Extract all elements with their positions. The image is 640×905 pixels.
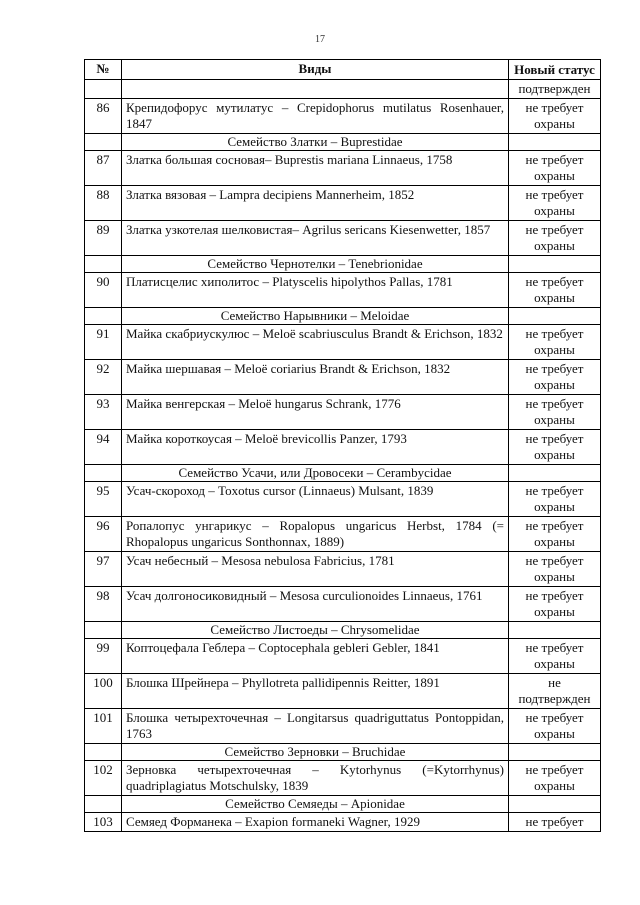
species-name: Усач долгоносиковидный – Mesosa curculionoides Linnaeus, 1761 — [122, 587, 509, 622]
table-row — [85, 517, 601, 552]
family-status-cell — [509, 622, 601, 639]
species-name: Зерновка четырехточечная – Kytorhynus (=Kytorrhynus) quadriplagiatus Motschulsky, 1839 — [122, 761, 509, 796]
row-number: 94 — [85, 430, 122, 465]
continuation-row — [85, 80, 601, 99]
family-name: Семейство Чернотелки – Tenebrionidae — [122, 256, 509, 273]
table-row — [85, 482, 601, 517]
row-number: 100 — [85, 674, 122, 709]
table-row — [85, 273, 601, 308]
species-name: Майка короткоусая – Meloë brevicollis Panzer, 1793 — [122, 430, 509, 465]
family-number-cell — [85, 134, 122, 151]
row-number: 101 — [85, 709, 122, 744]
table-body — [85, 99, 601, 832]
page-number: 17 — [315, 34, 325, 45]
status-cell: не требует охраны — [509, 639, 601, 674]
species-name: Семяед Форманека – Exapion formaneki Wagner, 1929 — [122, 813, 509, 832]
row-number: 98 — [85, 587, 122, 622]
header-status: Новый статус — [509, 60, 601, 80]
family-row — [85, 796, 601, 813]
table-row — [85, 360, 601, 395]
header-number: № — [85, 60, 122, 80]
species-status-table — [84, 59, 601, 832]
species-name: Златка вязовая – Lampra decipiens Mannerheim, 1852 — [122, 186, 509, 221]
table-row — [85, 552, 601, 587]
species-name: Платисцелис хиполитос – Platyscelis hipolythos Pallas, 1781 — [122, 273, 509, 308]
species-name: Блошка Шрейнера – Phyllotreta pallidipennis Reitter, 1891 — [122, 674, 509, 709]
status-cell: не требует охраны — [509, 325, 601, 360]
status-cell: не требует охраны — [509, 151, 601, 186]
row-number: 89 — [85, 221, 122, 256]
status-cell: не требует охраны — [509, 430, 601, 465]
status-cell: не требует охраны — [509, 587, 601, 622]
family-name: Семейство Зерновки – Bruchidae — [122, 744, 509, 761]
family-row — [85, 622, 601, 639]
table-row — [85, 221, 601, 256]
family-name: Семейство Семяеды – Apionidae — [122, 796, 509, 813]
table-row — [85, 813, 601, 832]
status-cell: не требует охраны — [509, 517, 601, 552]
species-name: Ропалопус унгарикус – Ropalopus ungaricus Herbst, 1784 (= Rhopalopus ungaricus Sonthonnax, 1889) — [122, 517, 509, 552]
family-status-cell — [509, 796, 601, 813]
status-cell: не требует охраны — [509, 186, 601, 221]
family-status-cell — [509, 256, 601, 273]
continuation-status: подтвержден — [509, 80, 601, 99]
continuation-number-cell — [85, 80, 122, 99]
species-name: Коптоцефала Геблера – Coptocephala gebleri Gebler, 1841 — [122, 639, 509, 674]
row-number: 86 — [85, 99, 122, 134]
family-number-cell — [85, 744, 122, 761]
family-status-cell — [509, 134, 601, 151]
row-number: 90 — [85, 273, 122, 308]
family-status-cell — [509, 744, 601, 761]
header-species: Виды — [122, 60, 509, 80]
row-number: 99 — [85, 639, 122, 674]
status-cell: не требует охраны — [509, 395, 601, 430]
row-number: 91 — [85, 325, 122, 360]
row-number: 97 — [85, 552, 122, 587]
family-row — [85, 465, 601, 482]
table-row — [85, 99, 601, 134]
species-name: Крепидофорус мутилатус – Crepidophorus mutilatus Rosenhauer, 1847 — [122, 99, 509, 134]
status-cell: не требует охраны — [509, 709, 601, 744]
species-name: Усач небесный – Mesosa nebulosa Fabricius, 1781 — [122, 552, 509, 587]
continuation-species-cell — [122, 80, 509, 99]
table-row — [85, 395, 601, 430]
table-row — [85, 639, 601, 674]
status-cell: не требует охраны — [509, 99, 601, 134]
table-row — [85, 674, 601, 709]
status-cell: не требует охраны — [509, 273, 601, 308]
species-name: Златка узкотелая шелковистая– Agrilus sericans Kiesenwetter, 1857 — [122, 221, 509, 256]
table-row — [85, 151, 601, 186]
row-number: 87 — [85, 151, 122, 186]
species-name: Златка большая сосновая– Buprestis mariana Linnaeus, 1758 — [122, 151, 509, 186]
table-row — [85, 587, 601, 622]
row-number: 88 — [85, 186, 122, 221]
family-status-cell — [509, 308, 601, 325]
family-name: Семейство Златки – Buprestidae — [122, 134, 509, 151]
status-cell: не подтвержден — [509, 674, 601, 709]
row-number: 92 — [85, 360, 122, 395]
row-number: 93 — [85, 395, 122, 430]
row-number: 103 — [85, 813, 122, 832]
status-cell: не требует — [509, 813, 601, 832]
family-row — [85, 744, 601, 761]
family-number-cell — [85, 308, 122, 325]
row-number: 96 — [85, 517, 122, 552]
status-cell: не требует охраны — [509, 482, 601, 517]
species-name: Майка скабриускулюс – Meloë scabriusculus Brandt & Erichson, 1832 — [122, 325, 509, 360]
family-row — [85, 134, 601, 151]
family-name: Семейство Усачи, или Дровосеки – Cerambycidae — [122, 465, 509, 482]
row-number: 95 — [85, 482, 122, 517]
family-number-cell — [85, 622, 122, 639]
table-row — [85, 186, 601, 221]
status-cell: не требует охраны — [509, 761, 601, 796]
family-row — [85, 308, 601, 325]
table-row — [85, 709, 601, 744]
family-name: Семейство Нарывники – Meloidae — [122, 308, 509, 325]
species-name: Майка шершавая – Meloë coriarius Brandt & Erichson, 1832 — [122, 360, 509, 395]
table-header-row — [85, 60, 601, 80]
row-number: 102 — [85, 761, 122, 796]
table-row — [85, 761, 601, 796]
family-number-cell — [85, 465, 122, 482]
status-cell: не требует охраны — [509, 552, 601, 587]
species-name: Майка венгерская – Meloë hungarus Schrank, 1776 — [122, 395, 509, 430]
table-row — [85, 430, 601, 465]
family-number-cell — [85, 256, 122, 273]
family-name: Семейство Листоеды – Chrysomelidae — [122, 622, 509, 639]
family-row — [85, 256, 601, 273]
status-cell: не требует охраны — [509, 360, 601, 395]
table-row — [85, 325, 601, 360]
species-name: Усач-скороход – Toxotus cursor (Linnaeus) Mulsant, 1839 — [122, 482, 509, 517]
family-status-cell — [509, 465, 601, 482]
family-number-cell — [85, 796, 122, 813]
status-cell: не требует охраны — [509, 221, 601, 256]
species-name: Блошка четырехточечная – Longitarsus quadriguttatus Pontoppidan, 1763 — [122, 709, 509, 744]
